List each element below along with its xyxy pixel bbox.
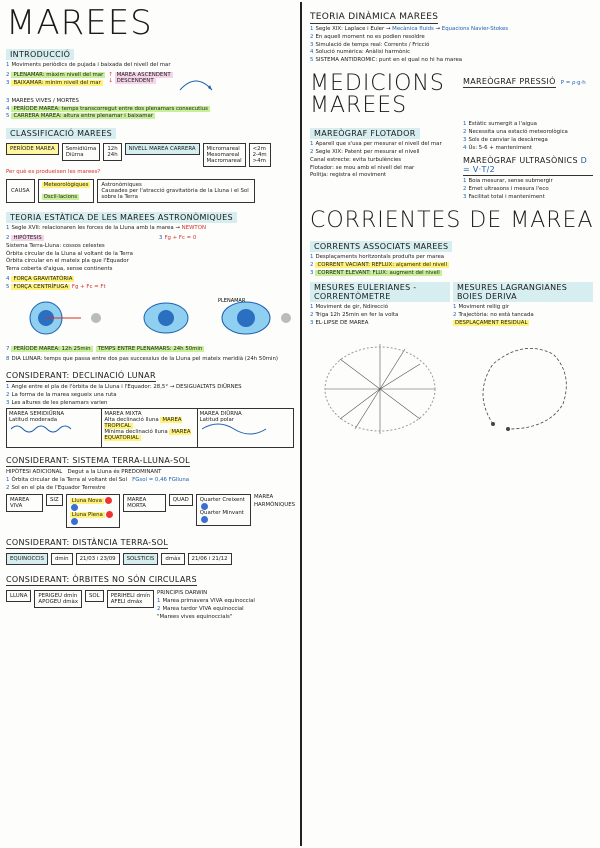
- float-4: Flotador: se mou amb el nivell del mar: [310, 164, 415, 171]
- cur-line-2: 2 CORRENT VACIANT: REFLUX: alçament del nivell: [310, 261, 448, 268]
- intro-line-4: 3 MAREES VIVES / MORTES: [6, 97, 79, 104]
- euler-2: 2 Triga 12h 25min en fer la volta: [310, 312, 399, 319]
- tide-period-row: [6, 346, 294, 354]
- quadrature-phases: Quarter Creixent Quarter Minvant: [196, 494, 251, 526]
- measure-types-row: [310, 279, 594, 327]
- sts-line-2: 2 Sol en el pla de l'Equador Terrestre: [6, 484, 106, 491]
- hypothesis-2: Òrbita circular de la Lluna al voltant de la Terra: [6, 250, 133, 257]
- lagr-1: 1 Moviment rellig gir: [453, 304, 510, 311]
- tide-cycle-icon: [176, 72, 216, 96]
- darwin-1: 1 Marea primavera VIVA equinoccial: [157, 598, 255, 605]
- cur-line-3: 3 CORRENT ELEVANT: FLUX: augment del nivell: [310, 269, 440, 276]
- dyn-line-2: 2 En aquell moment no es podien resoldre: [310, 33, 425, 40]
- force-centri: 5 FORÇA CENTRÍFUGA Fg + Fc = Ft: [6, 283, 106, 290]
- section-intro: INTRODUCCIÓ: [6, 49, 74, 60]
- section-dynamic: TEORIA DINÀMICA MAREES: [310, 12, 439, 22]
- orbit-moon-points: PERIGEU dmín APOGEU dmàx: [34, 590, 82, 608]
- causa-table: [6, 179, 294, 203]
- page-title: MAREES: [6, 3, 153, 43]
- causa-question: Per què es produeixen les marees?: [6, 169, 101, 176]
- classif-level-types: Micromareal Mesomareal Macromareal: [203, 143, 246, 167]
- press-2: 2 Necessita una estació meteorològica: [463, 128, 568, 135]
- causa-label: CAUSA: [6, 179, 35, 203]
- darwin-2: 2 Marea tardor VIVA equinoccial: [157, 606, 244, 613]
- tide-type-table: [6, 408, 294, 448]
- syzygy-label: SIZ: [46, 494, 63, 506]
- plenamar-label: PLENAMAR: [218, 297, 246, 304]
- earth-moon-diagram: [6, 292, 294, 344]
- causa-types: Meteorològiques Oscil·lacions: [38, 179, 95, 203]
- hypothesis-4: Terra coberta d'aigua, sense continents: [6, 266, 113, 273]
- decl-line-1: 1 Angle entre el pla de l'òrbita de la Lluna i l'Equador: 28,5° → DESIGUALTATS DIÜRNES: [6, 384, 242, 391]
- float-gauge-heading: MAREÒGRAF FLOTADOR: [310, 128, 420, 139]
- orbit-sun-label: SOL: [85, 590, 104, 602]
- section-orbits: CONSIDERANT: ÒRBITES NO SÓN CIRCULARS: [6, 575, 197, 585]
- static-line-1: 1 Segle XVII: relacionaren les forces de la Lluna amb la marea → NEWTON: [6, 225, 206, 232]
- hypothesis-3: Òrbita circular en el mateix pla que l'Equador: [6, 258, 129, 265]
- classif-tables: [6, 143, 294, 167]
- classif-period-label: PERÍODE MAREA: [6, 143, 59, 155]
- press-3: 3 Sols de canviar la descàrrega: [463, 136, 548, 143]
- intro-line-6: 5 CARRERA MAREA: altura entre plenamar i baixamar: [6, 113, 154, 120]
- darwin-principles: [157, 590, 255, 621]
- tide-diurnal: MAREA DIÜRNA Latitud polar: [198, 409, 293, 447]
- diurnal-wave: [200, 423, 270, 435]
- neap-tide-label: MAREA MORTA: [123, 494, 166, 512]
- section-classif: CLASSIFICACIÓ MAREES: [6, 128, 116, 139]
- spring-tide-label: MAREA VIVA: [6, 494, 43, 512]
- dyn-line-4: 4 Solució numèrica: Anàlisi harmònic: [310, 49, 411, 56]
- tidal-ellipse-figure: [310, 334, 450, 444]
- hypothesis-block: [6, 235, 294, 274]
- section-static: TEORIA ESTÀTICA DE LES MAREES ASTRONÒMIQUES: [6, 212, 237, 223]
- ultra-3: 3 Facilitat total i manteniment: [463, 194, 545, 201]
- quadrature-label: QUAD: [169, 494, 193, 506]
- classif-level-label: NIVELL MAREA CARRERA: [125, 143, 200, 155]
- section-distance: CONSIDERANT: DISTÀNCIA TERRA-SOL: [6, 538, 169, 548]
- sts-sub: HIPÒTESI ADICIONAL Degut a la Lluna és PREDOMINANT: [6, 468, 162, 475]
- measurements-header: [310, 69, 594, 119]
- dyn-line-3: 3 Simulació de temps real: Corrents / Fricció: [310, 41, 430, 48]
- hypothesis-heading: 2 HIPÒTESIS: [6, 234, 42, 241]
- dyn-line-5: 5 SISTEMA ANTIDROMIC: punt en el qual no hi ha marea: [310, 57, 463, 64]
- sts-line-1: 1 Òrbita circular de la Terra al voltant del Sol FGsol = 0,46 FGlluna: [6, 476, 190, 483]
- drift-buoy-figure: [453, 334, 593, 444]
- measurements-title: MEDICIONS MAREES: [310, 71, 445, 119]
- eulerian-heading: MESURES EULERIANES - CORRENTÒMETRE: [310, 282, 450, 302]
- euler-3: 3 EL·LIPSE DE MAREA: [310, 320, 369, 327]
- measurements-body: [310, 121, 594, 202]
- intro-line-3: 3 BAIXAMAR: mínim nivell del mar: [6, 79, 101, 86]
- tide-mixed: MAREA MIXTA Alta declinació lluna MAREA TROPICAL Mínima declinació lluna MAREA EQUATORIAL: [102, 409, 197, 447]
- darwin-3: "Marees vives equinoccials": [157, 613, 233, 620]
- press-1: 1 Estàtic sumergit a l'aigua: [463, 121, 537, 128]
- pressure-equation: P = ρ·g·h: [560, 80, 586, 87]
- decl-line-2: 2 La forma de la marea segueix una ruta: [6, 392, 117, 399]
- currents-heading: CORRENTS ASSOCIATS MAREES: [310, 241, 452, 252]
- classif-period-types: Semidiürna Diürna: [62, 143, 101, 161]
- orbit-moon-label: LLUNA: [6, 590, 31, 602]
- intro-line-2: 2 PLENAMAR: màxim nivell del mar: [6, 71, 104, 78]
- causa-astro: Astronòmiques Causades per l'atracció gravitatòria de la Lluna i el Sol sobre la Terra: [97, 179, 255, 203]
- solstice-dates: 21/06 i 21/12: [188, 553, 232, 565]
- ultra-2: 2 Emet ultrasons i mesura l'eco: [463, 186, 549, 193]
- float-5: Politja: registra el moviment: [310, 172, 387, 179]
- lagr-2: 2 Trajectòria: no està tancada: [453, 312, 534, 319]
- ultra-1: 1 Boia mesurar, sense submergir: [463, 178, 553, 185]
- orbits-row: [6, 590, 294, 621]
- equinox-label: EQUINOCCIS: [6, 553, 48, 565]
- equinox-dist: dmín: [51, 553, 73, 565]
- column-divider: [300, 2, 302, 846]
- tide-semidiurnal: MAREA SEMIDIÜRNA Latitud moderada: [7, 409, 102, 447]
- currents-title: CORRIENTES DE MAREA: [310, 207, 594, 233]
- force-grav: 4 FORÇA GRAVITATÒRIA: [6, 276, 73, 283]
- solstice-dist: dmàx: [161, 553, 184, 565]
- section-declination: CONSIDERANT: DECLINACIÓ LUNAR: [6, 371, 156, 381]
- force-equation-1: 3 Fg + Fc = 0: [159, 234, 197, 241]
- period-label: 7 PERÍODE MAREA: 12h 25min: [6, 345, 91, 352]
- intro-tide-row: [6, 72, 294, 96]
- dyn-line-1: 1 Segle XIX: Laplace i Euler → Mecànica fluids → Equacions Navier-Stokes: [310, 26, 509, 32]
- lagr-3: DESPLAÇAMENT RESIDUAL: [455, 320, 528, 327]
- decl-line-3: 3 Les altures de les plenamars varien: [6, 400, 108, 407]
- section-earth-moon-sun: CONSIDERANT: SISTEMA TERRA-LLUNA-SOL: [6, 455, 190, 465]
- intro-line-5: 4 PERÍODE MAREA: temps transcorregut entre dos plenamars consecutius: [6, 105, 208, 112]
- ultrasonic-heading: MAREÒGRAF ULTRASÒNICS D = V·T/2: [463, 155, 593, 176]
- solstice-label: SOLSTICIS: [123, 553, 159, 565]
- classif-level-values: <2m 2-4m >4m: [249, 143, 271, 167]
- harmonic-label: MAREA HARMÒNIQUES: [254, 494, 296, 509]
- orbit-sun-points: PERIHELI dmín AFELI dmàx: [107, 590, 154, 608]
- full-period-label: TEMPS ENTRE PLENAMARS: 24h 50min: [97, 345, 203, 352]
- euler-1: 1 Moviment de gir, Ndirecció: [310, 304, 388, 311]
- equinox-dates: 21/03 i 23/09: [76, 553, 120, 565]
- current-figures: [310, 334, 594, 444]
- right-column: [304, 0, 600, 848]
- cur-line-1: 1 Desplaçaments horitzontals produïts per marea: [310, 253, 445, 260]
- darwin-heading: PRINCIPIS DARWIN: [157, 590, 208, 597]
- semidiurnal-wave: [9, 423, 79, 435]
- distance-row: [6, 553, 294, 565]
- classif-period-hours: 12h 24h: [103, 143, 121, 161]
- hypothesis-1: Sistema Terra-Lluna: cossos celestes: [6, 242, 105, 249]
- float-3: Canal estrecte: evita turbulències: [310, 156, 402, 163]
- lunar-day: 8 DIA LUNAR: temps que passa entre dos pas successius de la Lluna pel mateix meridià (24h 50min): [6, 355, 279, 362]
- float-2: 2 Segle XIX: Patent per mesurar el nivell: [310, 148, 420, 155]
- tide-direction: ↑ MAREA ASCENDENT ↓ DESCENDENT: [108, 71, 171, 85]
- lagrangian-heading: MESURES LAGRANGIANES BOIES DERIVA: [453, 282, 593, 302]
- float-1: 1 Aparell que s'usa per mesurar el nivell del mar: [310, 141, 442, 148]
- intro-line-1: 1 Moviments periòdics de pujada i baixada del nivell del mar: [6, 62, 171, 68]
- syzygy-phases: Lluna Nova Lluna Plena: [66, 494, 120, 528]
- press-4: 4 Ús: 5-6 + manteniment: [463, 144, 532, 151]
- pressure-gauge-heading: MAREÒGRAF PRESSIÓ: [463, 77, 556, 87]
- spring-neap-row: [6, 494, 294, 528]
